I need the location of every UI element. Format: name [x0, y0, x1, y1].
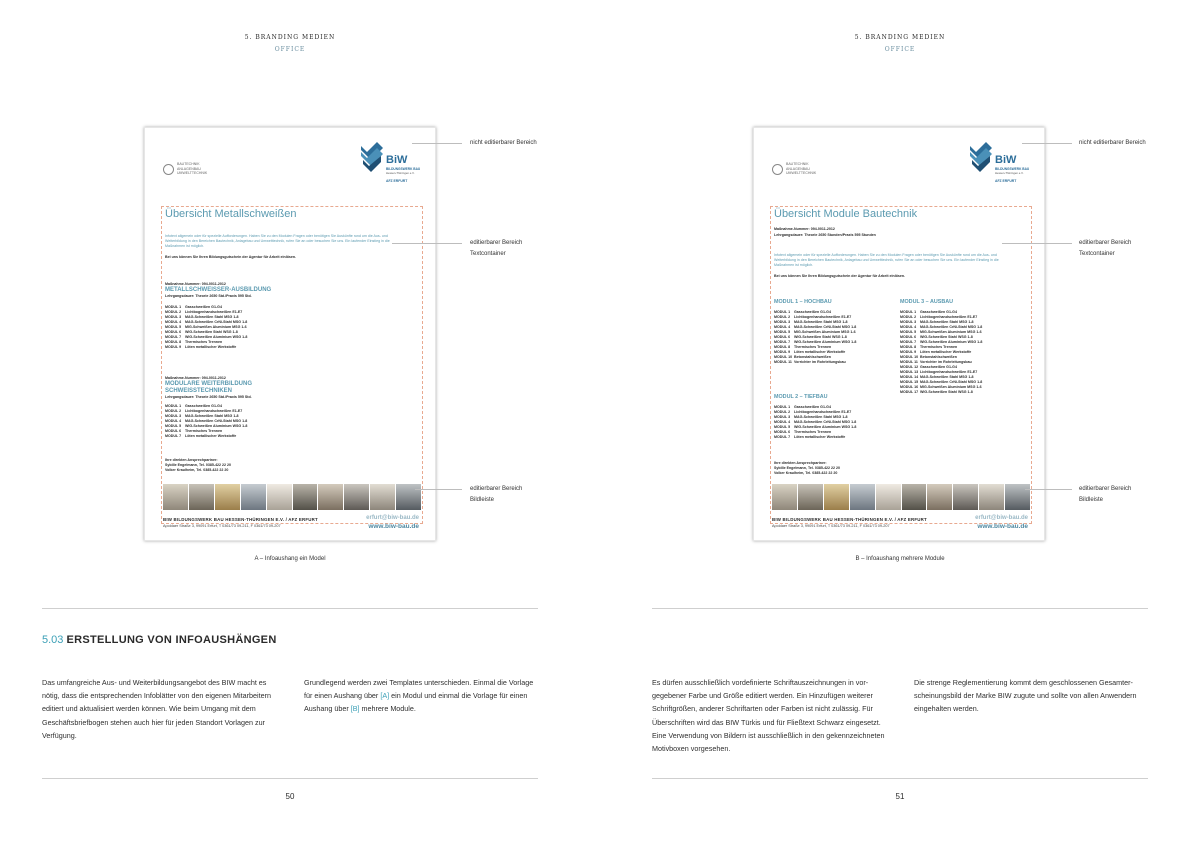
body-col-3: Es dürfen ausschließlich vordefinierte Schriftauszeichnungen in vor- gegebener Farbe und Größe editiert werden. Ein Hinzufügen weiterer Schriftgrößen, anderer Schriftarten oder Farben ist nicht zulässig. Für Überschriften wird das BIW Türkis und für Fließtext Schwarz eingesetzt. Eine Verwendung von Bildern ist ausschließlich in den gekennzeichneten Motivboxen vorgesehen.	[652, 678, 885, 754]
module-key: MODUL 10	[774, 355, 793, 359]
module-title: Gasschweißen G1-G4	[794, 405, 831, 409]
biw-brand: BiW	[386, 154, 408, 166]
module-title: Gasschweißen G1-G4	[185, 404, 222, 408]
module-key: MODUL 4	[900, 325, 917, 329]
body-col-1: Das umfangreiche Aus- und Weiterbildungsangebot des BIW macht es nötig, dass die entsprechenden Infoblätter von den eigenen Mitarbeitern editiert und aktualisiert werden können. Wie beim Umgang mit dem Geschäftsbriefbogen stehen auch hier für jeden Standort Vorlagen zur Verfügung.	[42, 678, 271, 740]
module-title: MIG-Schweißen Aluminium MSG 1-6	[794, 330, 856, 334]
module-title: MAG-Schweißen CrNi-Stahl MSG 1-8	[920, 325, 983, 329]
module-title: WIG-Schweißen Aluminium WSG 1-8	[794, 425, 857, 429]
module-title: Gasschweißen G1-G4	[794, 310, 831, 314]
module-key: MODUL 9	[165, 345, 182, 349]
module-title: MIG-Schweißen Aluminium MSG 1-6	[185, 325, 247, 329]
block2-number: Maßnahme-Nummer: 094-0011-2012	[165, 376, 226, 380]
figure-caption-b: B – Infoaushang mehrere Module	[855, 556, 945, 562]
running-header: 5. BRANDING MEDIEN	[854, 34, 946, 41]
module-key: MODUL 3	[774, 320, 791, 324]
doc-title[interactable]: Übersicht Metallschweißen	[165, 208, 297, 220]
module-title: WIG-Schweißen Aluminium WSG 1-8	[920, 340, 983, 344]
module-title: WIG-Schweißen Stahl WSG 1-8	[920, 335, 973, 339]
biw-shield-icon	[359, 142, 385, 172]
page-number: 50	[285, 792, 295, 801]
biw-sub2: Hessen-Thüringen e.V.	[995, 171, 1024, 175]
module-key: MODUL 5	[900, 330, 917, 334]
module-row	[165, 345, 365, 350]
partner-seal-icon	[772, 164, 783, 175]
module-key: MODUL 7	[900, 340, 917, 344]
module-key: MODUL 3	[165, 315, 182, 319]
partner-logo-text: BAUTECHNIK ANLAGENBAU UMWELTTECHNIK	[177, 162, 208, 175]
block2-duration: Lehrgangsdauer: Theorie 2650 Std./Praxis 595 Std.	[165, 395, 252, 399]
doc-number[interactable]: Maßnahme-Nummer: 094-0011-2012	[774, 227, 835, 231]
module-title: MAG-Schweißen Stahl MSG 1-8	[794, 320, 848, 324]
module-key: MODUL 5	[774, 330, 791, 334]
partner-logo	[163, 162, 223, 178]
partner-logo-text: BAUTECHNIK ANLAGENBAU UMWELTTECHNIK	[786, 162, 817, 175]
biw-sub1: BILDUNGSWERK BAU	[386, 167, 421, 171]
biw-sub3: AFZ ERFURT	[386, 179, 408, 183]
module-group-hochbau[interactable]	[774, 298, 894, 365]
module-key: MODUL 7	[774, 340, 791, 344]
body-col-4: Die strenge Reglementierung kommt dem geschlossenen Gesamter- scheinungsbild der Marke BIW zugute und sollte von allen Anwendern eingehalten werden.	[914, 678, 1137, 714]
module-title: MIG-Schweißen Aluminium MSG 1-6	[920, 330, 982, 334]
footer-org: BIW BILDUNGSWERK BAU HESSEN-THÜRINGEN E.V. / AFZ ERFURT	[772, 517, 927, 522]
module-key: MODUL 4	[165, 320, 182, 324]
block2-heading2: SCHWEISSTECHNIKEN	[165, 388, 233, 394]
module-title: Gasschweißen G1-G4	[185, 305, 222, 309]
block2-modules	[165, 404, 365, 439]
callout-line	[392, 243, 462, 244]
module-key: MODUL 7	[774, 435, 791, 439]
module-key: MODUL 1	[165, 404, 182, 408]
module-title: Betonstahlschweißen	[794, 355, 831, 359]
callout-edit-2: editierbarer Bereich	[1079, 486, 1132, 492]
biw-sub2: Hessen-Thüringen e.V.	[386, 171, 415, 175]
block1-modules	[165, 305, 365, 350]
biw-sub3: AFZ ERFURT	[995, 179, 1017, 183]
section-number: 5.03	[42, 634, 64, 646]
template-a-marker: [A]	[380, 691, 390, 701]
module-title: Löten metallischer Werkstoffe	[794, 350, 846, 354]
module-title: MAG-Schweißen CrNi-Stahl MSG 1-8	[185, 419, 248, 423]
module-title: Thermisches Trennen	[920, 345, 958, 349]
module-key: MODUL 9	[774, 350, 791, 354]
block2-heading1: MODULARE WEITERBILDUNG	[165, 381, 252, 387]
callout-line	[1002, 243, 1072, 244]
module-title: WIG-Schweißen Aluminium WSG 1-8	[185, 335, 248, 339]
module-key: MODUL 15	[900, 380, 919, 384]
module-title: MAG-Schweißen Stahl MSG 1-8	[185, 315, 239, 319]
divider	[652, 778, 1148, 779]
module-key: MODUL 11	[774, 360, 792, 364]
ausbau-heading: MODUL 3 – AUSBAU	[900, 299, 954, 305]
module-group-ausbau[interactable]	[900, 298, 1030, 395]
template-b-marker: [B]	[350, 704, 360, 714]
biw-shield-icon	[968, 142, 994, 172]
page-number: 51	[895, 792, 905, 801]
module-title: MAG-Schweißen Stahl MSG 1-8	[920, 320, 974, 324]
footer-email: erfurt@biw-bau.de	[975, 515, 1028, 521]
module-title: Lichtbogenhandschweißen E1-E7	[185, 310, 243, 314]
module-block-1[interactable]	[165, 282, 365, 350]
figure-caption-a: A – Infoaushang ein Model	[254, 556, 326, 562]
module-key: MODUL 2	[900, 315, 917, 319]
callout-edit: editierbarer Bereich	[470, 240, 523, 246]
module-title: Lichtbogenhandschweißen E1-E7	[185, 409, 243, 413]
module-key: MODUL 5	[165, 325, 182, 329]
divider	[652, 608, 1148, 609]
block1-number: Maßnahme-Nummer: 094-0011-2012	[165, 282, 226, 286]
module-title: WIG-Schweißen Stahl WSG 1-8	[185, 330, 238, 334]
module-title: Löten metallischer Werkstoffe	[920, 350, 972, 354]
module-key: MODUL 13	[900, 370, 919, 374]
module-key: MODUL 10	[900, 355, 919, 359]
module-title: Löten metallischer Werkstoffe	[185, 434, 237, 438]
biw-brand: BiW	[995, 154, 1017, 166]
module-key: MODUL 6	[900, 335, 917, 339]
callout-textcontainer: Textcontainer	[1079, 251, 1115, 257]
module-key: MODUL 11	[900, 360, 918, 364]
partner-logo	[772, 162, 832, 178]
footer-email: erfurt@biw-bau.de	[366, 515, 419, 521]
module-title: Lichtbogenhandschweißen E1-E7	[794, 410, 852, 414]
module-title: Thermisches Trennen	[185, 340, 223, 344]
doc-intro[interactable]: Infotext allgemein oder für spezielle Aufforderungen. Haben Sie zu den Modulen Fragen oder benötigen Sie Auskünfte rund um die Aus- und Weiterbildung in den Bereichen Bautechnik, Anlagebau und Umwelttechnik, rufen Sie an oder besuchen Sie uns. Ein laufender Einstieg in die Maßnahmen ist möglich.	[165, 234, 390, 248]
module-title: WIG-Schweißen Stahl WSG 1-8	[920, 390, 973, 394]
module-key: MODUL 8	[165, 340, 182, 344]
module-key: MODUL 4	[774, 420, 791, 424]
module-title: MAG-Schweißen Stahl MSG 1-8	[185, 414, 239, 418]
tiefbau-heading: MODUL 2 – TIEFBAU	[774, 394, 828, 400]
callout-textcontainer: Textcontainer	[470, 251, 506, 257]
biw-logo	[359, 140, 425, 190]
module-key: MODUL 9	[900, 350, 917, 354]
running-header: 5. BRANDING MEDIEN	[244, 34, 336, 41]
callout-nonedit: nicht editierbarer Bereich	[470, 140, 537, 146]
contact-block[interactable]: Ihre direkten Ansprechpartner: Sybille Engelmann, Tel. 0385-422 22 20 Volker Kraulheim, Tel. 0385-422 22 20	[165, 458, 232, 472]
body-col-2: Grundlegend werden zwei Templates unterschieden. Einmal die Vorlage für einen Aushang über [A] ein Modul und einmal die Vorlage für einen Aushang über [B] mehrere Module.	[304, 678, 534, 714]
module-title: Gasschweißen G1-G4	[920, 310, 957, 314]
doc-duration[interactable]: Lehrgangsdauer: Theorie 2650 Stunden/Praxis 595 Stunden	[774, 233, 876, 237]
footer-web: www.biw-bau.de	[368, 523, 419, 530]
module-key: MODUL 6	[774, 430, 791, 434]
module-key: MODUL 2	[165, 409, 182, 413]
module-title: Löten metallischer Werkstoffe	[185, 345, 237, 349]
module-title: Vorrichter im Rohrleitungsbau	[920, 360, 972, 364]
module-row	[774, 435, 894, 440]
module-key: MODUL 4	[774, 325, 791, 329]
module-row	[165, 434, 365, 439]
module-key: MODUL 6	[165, 429, 182, 433]
module-key: MODUL 6	[774, 335, 791, 339]
infoaushang-template-b	[753, 127, 1045, 541]
module-key: MODUL 8	[774, 345, 791, 349]
doc-bold-line[interactable]: Bei uns können Sie Ihren Bildungsgutschein der Agentur für Arbeit einlösen.	[774, 274, 906, 278]
module-key: MODUL 2	[774, 410, 791, 414]
module-key: MODUL 2	[774, 315, 791, 319]
footer-web: www.biw-bau.de	[977, 523, 1028, 530]
callout-line	[1022, 143, 1072, 144]
biw-logo	[968, 140, 1034, 190]
callout-nonedit: nicht editierbarer Bereich	[1079, 140, 1146, 146]
module-key: MODUL 5	[165, 424, 182, 428]
doc-bold-line[interactable]: Bei uns können Sie Ihren Bildungsgutschein der Agentur für Arbeit einlösen.	[165, 255, 297, 259]
doc-title[interactable]: Übersicht Module Bautechnik	[774, 208, 918, 220]
contact-block[interactable]: Ihre direkten Ansprechpartner: Sybille Engelmann, Tel. 0385-422 22 20 Volker Kraulheim, Tel. 0385-422 22 20	[774, 461, 841, 475]
editable-area[interactable]	[161, 206, 423, 524]
module-title: WIG-Schweißen Aluminium WSG 1-8	[794, 340, 857, 344]
module-key: MODUL 3	[165, 414, 182, 418]
module-key: MODUL 17	[900, 390, 919, 394]
hochbau-heading: MODUL 1 – HOCHBAU	[774, 299, 832, 305]
module-key: MODUL 2	[165, 310, 182, 314]
module-key: MODUL 1	[165, 305, 182, 309]
module-row	[900, 390, 1030, 395]
callout-bildleiste: Bildleiste	[1079, 497, 1104, 503]
infoaushang-template-a	[144, 127, 436, 541]
module-key: MODUL 3	[774, 415, 791, 419]
footer-address: Apoldaer Straße 3, 99091 Erfurt, T 0361/73 09-211, F 0361/73 09-207	[163, 524, 281, 528]
module-key: MODUL 3	[900, 320, 917, 324]
module-key: MODUL 7	[165, 434, 182, 438]
doc-intro[interactable]: Infotext allgemein oder für spezielle Aufforderungen. Haben Sie zu den Modulen Fragen oder benötigen Sie Auskünfte rund um die Aus- und Weiterbildung in den Bereichen Bautechnik, Anlagebau und Umwelttechnik, rufen Sie an oder besuchen Sie uns. Ein laufender Einstieg in die Maßnahmen ist möglich.	[774, 253, 999, 267]
tiefbau-modules	[774, 405, 894, 440]
running-subheader: OFFICE	[274, 46, 306, 53]
callout-line	[1025, 489, 1072, 490]
module-title: MAG-Schweißen Stahl MSG 1-8	[794, 415, 848, 419]
module-title: MAG-Schweißen CrNi-Stahl MSG 1-8	[185, 320, 248, 324]
module-block-2[interactable]	[165, 376, 365, 439]
module-key: MODUL 14	[900, 375, 919, 379]
block1-duration: Lehrgangsdauer: Theorie 2650 Std./Praxis 595 Std.	[165, 294, 252, 298]
callout-bildleiste: Bildleiste	[470, 497, 495, 503]
photo-strip[interactable]	[772, 484, 1030, 510]
block1-heading: METALLSCHWEISSER-AUSBILDUNG	[165, 287, 272, 293]
module-title: WIG-Schweißen Stahl WSG 1-8	[794, 335, 847, 339]
module-title: MAG-Schweißen CrNi-Stahl MSG 1-8	[920, 380, 983, 384]
module-title: Lichtbogenhandschweißen E1-E7	[794, 315, 852, 319]
module-key: MODUL 16	[900, 385, 919, 389]
module-key: MODUL 4	[165, 419, 182, 423]
photo-strip[interactable]	[163, 484, 421, 510]
callout-edit: editierbarer Bereich	[1079, 240, 1132, 246]
module-group-tiefbau[interactable]	[774, 393, 894, 440]
module-key: MODUL 5	[774, 425, 791, 429]
divider	[42, 608, 538, 609]
module-key: MODUL 1	[774, 405, 791, 409]
running-subheader: OFFICE	[884, 46, 916, 53]
module-key: MODUL 1	[900, 310, 917, 314]
module-key: MODUL 12	[900, 365, 919, 369]
module-row	[774, 360, 894, 365]
section-title: ERSTELLUNG VON INFOAUSHÄNGEN	[66, 634, 277, 646]
footer-address: Apoldaer Straße 3, 99091 Erfurt, T 0361/73 09-211, F 0361/73 09-207	[772, 524, 890, 528]
callout-edit-2: editierbarer Bereich	[470, 486, 523, 492]
hochbau-modules	[774, 310, 894, 365]
module-title: Löten metallischer Werkstoffe	[794, 435, 846, 439]
module-key: MODUL 8	[900, 345, 917, 349]
ausbau-modules	[900, 310, 1030, 395]
module-title: MAG-Schweißen Stahl MSG 1-8	[920, 375, 974, 379]
module-key: MODUL 6	[165, 330, 182, 334]
module-title: Lichtbogenhandschweißen E1-E7	[920, 370, 978, 374]
callout-line	[412, 143, 462, 144]
module-title: Vorrichter im Rohrleitungsbau	[794, 360, 846, 364]
module-title: MAG-Schweißen CrNi-Stahl MSG 1-8	[794, 325, 857, 329]
divider	[42, 778, 538, 779]
partner-seal-icon	[163, 164, 174, 175]
module-key: MODUL 7	[165, 335, 182, 339]
callout-line	[415, 489, 462, 490]
module-title: Thermisches Trennen	[794, 430, 832, 434]
module-title: Betonstahlschweißen	[920, 355, 957, 359]
footer-org: BIW BILDUNGSWERK BAU HESSEN-THÜRINGEN E.V. / AFZ ERFURT	[163, 517, 318, 522]
module-key: MODUL 1	[774, 310, 791, 314]
module-title: Lichtbogenhandschweißen E1-E7	[920, 315, 978, 319]
module-title: Thermisches Trennen	[185, 429, 223, 433]
biw-sub1: BILDUNGSWERK BAU	[995, 167, 1030, 171]
section-heading	[42, 634, 277, 646]
module-title: Thermisches Trennen	[794, 345, 832, 349]
module-title: MIG-Schweißen Aluminium MSG 1-6	[920, 385, 982, 389]
module-title: Gasschweißen G1-G4	[920, 365, 957, 369]
module-title: MAG-Schweißen CrNi-Stahl MSG 1-8	[794, 420, 857, 424]
module-title: WIG-Schweißen Aluminium WSG 1-8	[185, 424, 248, 428]
